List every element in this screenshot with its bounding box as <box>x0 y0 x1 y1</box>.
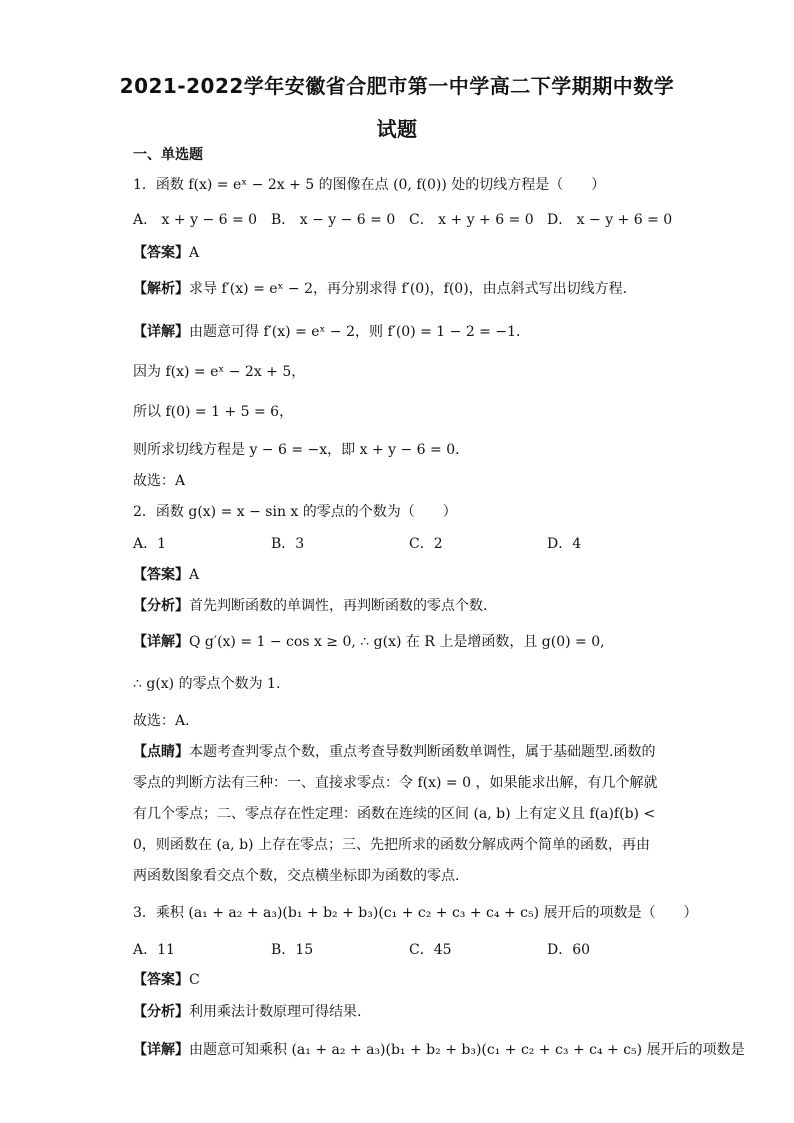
answer-tag: 【答案】 <box>133 972 189 988</box>
answer-value: C <box>189 972 200 988</box>
q2-detail-line-2: ∴ g(x) 的零点个数为 1. <box>133 676 281 692</box>
q1-detail-line-5: 则所求切线方程是 y − 6 = −x，即 x + y − 6 = 0． <box>133 442 470 458</box>
title-line-2: 试题 <box>376 117 418 141</box>
q1-detail <box>133 322 530 342</box>
analysis-text: 首先判断函数的单调性，再判断函数的零点个数. <box>189 598 488 614</box>
q2-comment <box>133 737 663 892</box>
analysis-tag: 【分析】 <box>133 1004 189 1020</box>
q1-choose: 故选：A <box>133 473 186 489</box>
q2-option-b: B．3 <box>271 536 305 552</box>
q3-detail <box>133 1040 745 1060</box>
q1-detail-line-3: 因为 f(x) = eˣ − 2x + 5， <box>133 364 306 380</box>
answer-tag: 【答案】 <box>133 567 189 583</box>
detail-text: Q g′(x) = 1 − cos x ≥ 0, ∴ g(x) 在 R 上是增函数，且 g(0) = 0, <box>189 634 605 650</box>
detail-tag: 【详解】 <box>133 324 189 340</box>
comment-tag: 【点睛】 <box>133 744 189 760</box>
detail-tag: 【详解】 <box>133 634 189 650</box>
comment-text: 本题考查判零点个数，重点考查导数判断函数单调性，属于基础题型.函数的零点的判断方法有三种：一、直接求零点：令 f(x) = 0 ，如果能求出解，有几个解就有几个零点；二、零点存在性定理：函数在连续的区间 (a, b) 上有定义且 f(a)f(b) < 0，则函数在 (a, b) 上存在零点；三、先把所求的函数分解成两个简单的函数，再由两函数图象看交点个数，交点横坐标即为函数的零点. <box>133 744 658 884</box>
q3-option-b: B．15 <box>271 942 314 958</box>
q2-option-a: A．1 <box>133 536 167 552</box>
answer-tag: 【答案】 <box>133 245 189 261</box>
analysis-text: 利用乘法计数原理可得结果. <box>189 1004 362 1020</box>
q2-analysis <box>133 596 487 616</box>
q1-detail-line-4: 所以 f(0) = 1 + 5 = 6， <box>133 404 294 420</box>
q2-stem: 2．函数 g(x) = x − sin x 的零点的个数为（ ） <box>133 504 457 520</box>
detail-text: 由题意可得 f′(x) = eˣ − 2，则 f′(0) = 1 − 2 = −1． <box>189 324 531 340</box>
q2-option-d: D．4 <box>547 536 582 552</box>
q2-choose: 故选：A. <box>133 713 190 729</box>
q1-answer <box>133 243 199 263</box>
analysis-tag: 【分析】 <box>133 598 189 614</box>
q2-option-c: C．2 <box>409 536 443 552</box>
detail-text: 由题意可知乘积 (a₁ + a₂ + a₃)(b₁ + b₂ + b₃)(c₁ + c₂ + c₃ + c₄ + c₅) 展开后的项数是 <box>189 1042 745 1058</box>
q3-option-a: A．11 <box>133 942 175 958</box>
answer-value: A <box>189 245 200 261</box>
q1-stem: 1．函数 f(x) = eˣ − 2x + 5 的图像在点 (0, f(0)) 处的切线方程是（ ） <box>133 177 606 193</box>
q3-option-c: C．45 <box>409 942 452 958</box>
q1-option-c: C． x + y + 6 = 0 <box>409 212 534 228</box>
analysis-text: 求导 f′(x) = eˣ − 2，再分别求得 f′(0)，f(0)，由点斜式写出切线方程. <box>189 281 628 297</box>
q3-analysis <box>133 1002 361 1022</box>
detail-tag: 【详解】 <box>133 1042 189 1058</box>
q3-option-d: D．60 <box>547 942 591 958</box>
q1-analysis <box>133 279 627 299</box>
section-heading: 一、单选题 <box>133 147 203 163</box>
answer-value: A <box>189 567 200 583</box>
q1-option-b: B． x − y − 6 = 0 <box>271 212 396 228</box>
q3-answer <box>133 970 200 990</box>
q1-option-d: D． x − y + 6 = 0 <box>547 212 673 228</box>
q2-answer <box>133 565 199 585</box>
q2-detail <box>133 632 605 652</box>
q1-option-a: A． x + y − 6 = 0 <box>133 212 258 228</box>
q3-stem: 3．乘积 (a₁ + a₂ + a₃)(b₁ + b₂ + b₃)(c₁ + c₂ + c₃ + c₄ + c₅) 展开后的项数是（ ） <box>133 905 698 921</box>
analysis-tag: 【解析】 <box>133 281 189 297</box>
title-line-1: 2021-2022学年安徽省合肥市第一中学高二下学期期中数学 <box>119 74 675 98</box>
